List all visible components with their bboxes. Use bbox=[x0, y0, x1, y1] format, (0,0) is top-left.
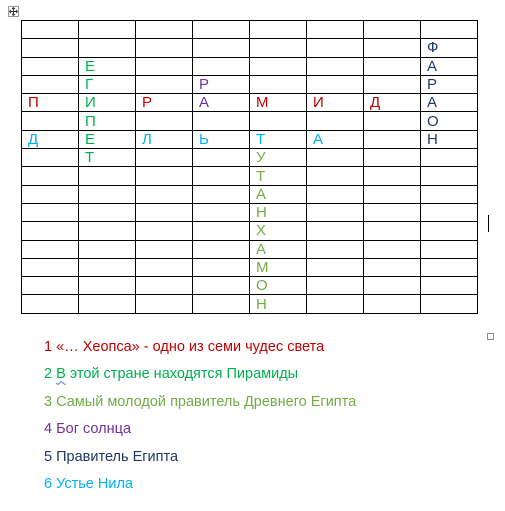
grid-cell[interactable] bbox=[136, 57, 193, 75]
grid-cell[interactable] bbox=[250, 75, 307, 93]
grid-cell[interactable]: У bbox=[250, 149, 307, 167]
grid-cell[interactable] bbox=[193, 112, 250, 130]
grid-cell[interactable] bbox=[136, 167, 193, 185]
grid-cell[interactable] bbox=[22, 203, 79, 221]
grid-row bbox=[22, 167, 478, 185]
grid-cell[interactable] bbox=[79, 185, 136, 203]
grid-cell[interactable]: Г bbox=[79, 75, 136, 93]
grid-cell[interactable] bbox=[136, 277, 193, 295]
grid-cell[interactable] bbox=[364, 21, 421, 39]
grid-cell[interactable] bbox=[22, 295, 79, 313]
grid-row bbox=[22, 130, 478, 148]
grid-row bbox=[22, 21, 478, 39]
grid-cell[interactable] bbox=[193, 149, 250, 167]
grid-cell[interactable] bbox=[250, 21, 307, 39]
grid-row bbox=[22, 240, 478, 258]
grid-cell[interactable] bbox=[364, 295, 421, 313]
grid-cell[interactable] bbox=[79, 203, 136, 221]
grid-cell[interactable] bbox=[136, 203, 193, 221]
clue-line bbox=[44, 446, 356, 473]
clue-number: 5 bbox=[44, 448, 53, 465]
clue-text: Правитель Египта bbox=[56, 448, 179, 465]
grid-cell[interactable] bbox=[136, 112, 193, 130]
grid-cell[interactable] bbox=[79, 21, 136, 39]
grid-cell[interactable] bbox=[79, 222, 136, 240]
grid-cell[interactable] bbox=[22, 149, 79, 167]
grid-cell[interactable] bbox=[79, 277, 136, 295]
grid-cell[interactable]: А bbox=[193, 94, 250, 112]
clue-text: Устье Нила bbox=[56, 475, 133, 492]
grid-cell[interactable] bbox=[193, 203, 250, 221]
grid-cell[interactable] bbox=[364, 222, 421, 240]
clue-number: 4 bbox=[44, 421, 53, 438]
clue-line bbox=[44, 391, 356, 418]
clue-list bbox=[44, 336, 356, 500]
grid-cell[interactable]: М bbox=[250, 258, 307, 276]
grid-cell[interactable] bbox=[307, 295, 364, 313]
grid-cell[interactable]: Х bbox=[250, 222, 307, 240]
clue-text: Бог солнца bbox=[56, 421, 132, 438]
grid-row bbox=[22, 295, 478, 313]
grid-cell[interactable] bbox=[421, 277, 478, 295]
grid-cell[interactable] bbox=[421, 21, 478, 39]
table-move-handle-icon[interactable] bbox=[8, 6, 19, 17]
table-resize-handle[interactable] bbox=[487, 333, 494, 340]
grid-cell[interactable]: П bbox=[22, 94, 79, 112]
grid-cell[interactable] bbox=[421, 295, 478, 313]
grid-cell[interactable] bbox=[421, 258, 478, 276]
grid-cell[interactable] bbox=[307, 112, 364, 130]
grid-cell[interactable] bbox=[22, 277, 79, 295]
grid-cell[interactable] bbox=[307, 277, 364, 295]
grid-cell[interactable] bbox=[136, 240, 193, 258]
grid-cell[interactable] bbox=[193, 277, 250, 295]
grid-cell[interactable] bbox=[421, 222, 478, 240]
grid-cell[interactable]: М bbox=[250, 94, 307, 112]
grid-cell[interactable] bbox=[364, 75, 421, 93]
grid-cell[interactable] bbox=[79, 295, 136, 313]
grid-cell[interactable] bbox=[136, 75, 193, 93]
grid-cell[interactable] bbox=[193, 167, 250, 185]
grid-cell[interactable] bbox=[307, 222, 364, 240]
spellcheck-word: В bbox=[56, 366, 66, 383]
grid-cell[interactable] bbox=[193, 240, 250, 258]
grid-cell[interactable]: Р bbox=[136, 94, 193, 112]
grid-cell[interactable] bbox=[307, 240, 364, 258]
grid-cell[interactable]: Т bbox=[250, 130, 307, 148]
grid-cell[interactable] bbox=[250, 39, 307, 57]
grid-cell[interactable]: Ь bbox=[193, 130, 250, 148]
grid-cell[interactable]: А bbox=[250, 185, 307, 203]
grid-cell[interactable] bbox=[307, 185, 364, 203]
grid-cell[interactable] bbox=[307, 203, 364, 221]
grid-cell[interactable]: А bbox=[421, 94, 478, 112]
grid-cell[interactable] bbox=[136, 39, 193, 57]
grid-cell[interactable] bbox=[364, 149, 421, 167]
grid-row bbox=[22, 57, 478, 75]
grid-cell[interactable]: А bbox=[250, 240, 307, 258]
grid-cell[interactable]: Н bbox=[250, 203, 307, 221]
grid-cell[interactable] bbox=[307, 149, 364, 167]
grid-cell[interactable]: О bbox=[421, 112, 478, 130]
grid-cell[interactable]: Р bbox=[421, 75, 478, 93]
clue-line bbox=[44, 363, 356, 390]
grid-cell[interactable] bbox=[364, 130, 421, 148]
grid-cell[interactable] bbox=[193, 258, 250, 276]
grid-row bbox=[22, 222, 478, 240]
clue-line bbox=[44, 336, 356, 363]
grid-cell[interactable] bbox=[250, 57, 307, 75]
grid-cell[interactable] bbox=[22, 39, 79, 57]
grid-cell[interactable] bbox=[364, 185, 421, 203]
grid-cell[interactable] bbox=[22, 258, 79, 276]
grid-cell[interactable] bbox=[364, 277, 421, 295]
grid-cell[interactable] bbox=[79, 167, 136, 185]
grid-cell[interactable] bbox=[250, 112, 307, 130]
grid-cell[interactable] bbox=[364, 39, 421, 57]
grid-cell[interactable]: Ф bbox=[421, 39, 478, 57]
grid-cell[interactable]: Н bbox=[250, 295, 307, 313]
grid-cell[interactable]: И bbox=[79, 94, 136, 112]
grid-cell[interactable] bbox=[22, 222, 79, 240]
clue-line bbox=[44, 473, 356, 500]
clue-text: Самый молодой правитель Древнего Египта bbox=[56, 393, 357, 410]
grid-cell[interactable] bbox=[307, 75, 364, 93]
grid-cell[interactable] bbox=[22, 112, 79, 130]
clue-number: 2 bbox=[44, 366, 53, 383]
grid-cell[interactable] bbox=[193, 295, 250, 313]
grid-cell[interactable] bbox=[136, 185, 193, 203]
grid-cell[interactable]: Т bbox=[250, 167, 307, 185]
grid-row bbox=[22, 258, 478, 276]
grid-cell[interactable] bbox=[193, 185, 250, 203]
grid-cell[interactable] bbox=[136, 21, 193, 39]
grid-cell[interactable] bbox=[307, 57, 364, 75]
grid-cell[interactable] bbox=[307, 258, 364, 276]
grid-row bbox=[22, 185, 478, 203]
grid-cell[interactable] bbox=[22, 57, 79, 75]
text-cursor bbox=[488, 215, 489, 232]
grid-cell[interactable] bbox=[193, 57, 250, 75]
grid-cell[interactable] bbox=[136, 258, 193, 276]
grid-cell[interactable] bbox=[421, 167, 478, 185]
grid-row bbox=[22, 277, 478, 295]
grid-cell[interactable] bbox=[364, 57, 421, 75]
grid-cell[interactable] bbox=[136, 222, 193, 240]
grid-cell[interactable]: И bbox=[307, 94, 364, 112]
grid-row bbox=[22, 203, 478, 221]
grid-cell[interactable] bbox=[193, 222, 250, 240]
grid-cell[interactable] bbox=[136, 295, 193, 313]
clue-text: этой стране находятся Пирамиды bbox=[65, 366, 299, 383]
grid-cell[interactable]: О bbox=[250, 277, 307, 295]
grid-cell[interactable]: Р bbox=[193, 75, 250, 93]
grid-cell[interactable] bbox=[22, 75, 79, 93]
grid-cell[interactable] bbox=[421, 203, 478, 221]
grid-cell[interactable]: Д bbox=[364, 94, 421, 112]
grid-cell[interactable] bbox=[307, 21, 364, 39]
grid-cell[interactable]: Е bbox=[79, 57, 136, 75]
grid-cell[interactable] bbox=[22, 240, 79, 258]
grid-cell[interactable] bbox=[364, 112, 421, 130]
grid-cell[interactable] bbox=[79, 39, 136, 57]
grid-cell[interactable]: Д bbox=[22, 130, 79, 148]
crossword-table bbox=[21, 20, 478, 314]
grid-cell[interactable]: А bbox=[307, 130, 364, 148]
grid-cell[interactable]: Н bbox=[421, 130, 478, 148]
clue-text: «… Хеопса» - одно из семи чудес света bbox=[56, 339, 325, 355]
grid-cell[interactable]: П bbox=[79, 112, 136, 130]
grid-cell[interactable]: Л bbox=[136, 130, 193, 148]
grid-cell[interactable]: А bbox=[421, 57, 478, 75]
grid-cell[interactable] bbox=[22, 21, 79, 39]
grid-row bbox=[22, 112, 478, 130]
grid-cell[interactable] bbox=[307, 167, 364, 185]
grid-row bbox=[22, 149, 478, 167]
grid-cell[interactable] bbox=[364, 258, 421, 276]
clue-number: 3 bbox=[44, 393, 53, 410]
grid-cell[interactable] bbox=[364, 203, 421, 221]
grid-cell[interactable] bbox=[22, 167, 79, 185]
clue-line bbox=[44, 418, 356, 445]
clue-number: 1 bbox=[44, 339, 53, 355]
grid-cell[interactable] bbox=[421, 240, 478, 258]
grid-cell[interactable]: Е bbox=[79, 130, 136, 148]
grid-row bbox=[22, 94, 478, 112]
grid-cell[interactable] bbox=[307, 39, 364, 57]
grid-cell[interactable] bbox=[136, 149, 193, 167]
grid-row bbox=[22, 39, 478, 57]
grid-cell[interactable] bbox=[421, 185, 478, 203]
grid-cell[interactable] bbox=[421, 149, 478, 167]
grid-cell[interactable] bbox=[193, 21, 250, 39]
grid-cell[interactable] bbox=[364, 240, 421, 258]
grid-cell[interactable]: Т bbox=[79, 149, 136, 167]
grid-cell[interactable] bbox=[193, 39, 250, 57]
grid-cell[interactable] bbox=[22, 185, 79, 203]
clue-number: 6 bbox=[44, 475, 53, 492]
grid-row bbox=[22, 75, 478, 93]
grid-cell[interactable] bbox=[364, 167, 421, 185]
grid-cell[interactable] bbox=[79, 240, 136, 258]
grid-cell[interactable] bbox=[79, 258, 136, 276]
